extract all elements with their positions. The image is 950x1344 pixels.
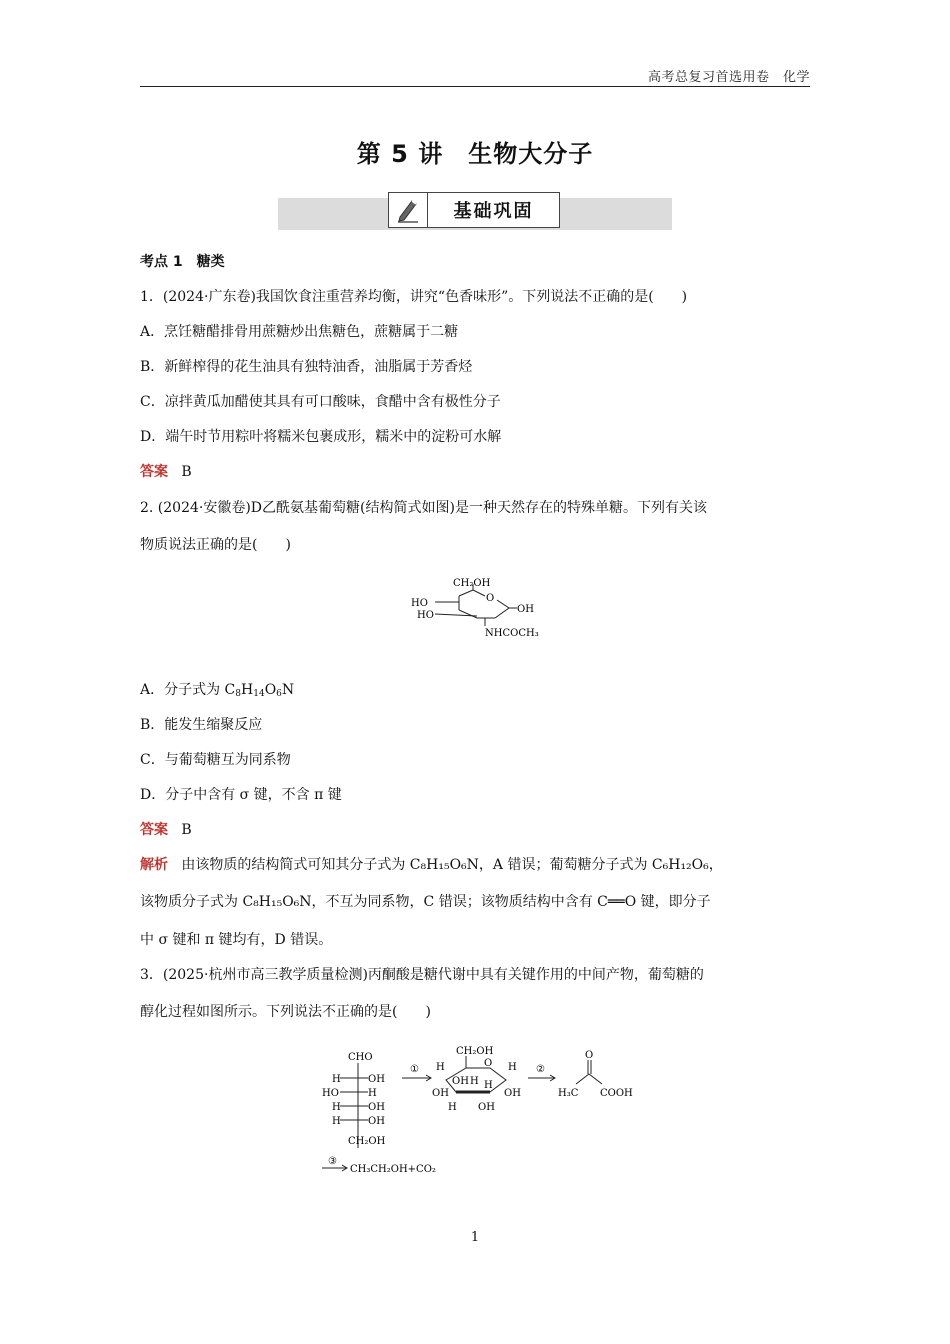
haworth-oh-4: OH [478, 1102, 495, 1113]
haworth-h-4: H [470, 1076, 479, 1087]
haworth-h-5: H [448, 1102, 457, 1113]
q1-option-a: A．烹饪糖醋排骨用蔗糖炒出焦糖色，蔗糖属于二糖 [140, 324, 459, 340]
ring-oxygen-label: O [486, 593, 495, 604]
fischer-oh-3: OH [368, 1102, 385, 1113]
step1-label: ① [410, 1064, 419, 1075]
page-number: 1 [470, 1230, 480, 1245]
pyruvate-cooh: COOH [600, 1088, 633, 1099]
answer-value: B [181, 822, 192, 838]
analysis-label: 解析 [140, 857, 168, 873]
fischer-h-4: H [332, 1116, 341, 1127]
oh-label: OH [517, 604, 534, 615]
pyruvate-keto-oxygen: O [585, 1050, 594, 1061]
analysis-text: 由该物质的结构简式可知其分子式为 C₈H₁₅O₆N，A 错误；葡萄糖分子式为 C₆H₁₂O₆， [181, 857, 723, 873]
ho-label-1: HO [411, 598, 428, 609]
glcnac-structure [405, 572, 555, 644]
section-heading: 考点 1 糖类 [140, 254, 225, 270]
answer-label: 答案 [140, 464, 168, 480]
formula-n-symbol: N [281, 682, 295, 698]
fischer-ho-2: HO [322, 1088, 339, 1099]
fischer-cho: CHO [348, 1052, 373, 1063]
haworth-ch2oh: CH₂OH [456, 1046, 494, 1057]
pencil-icon [389, 193, 428, 227]
q2-analysis-line1 [140, 855, 723, 875]
ho-label-2: HO [417, 610, 434, 621]
haworth-oh-3: OH [504, 1088, 521, 1099]
formula-h-symbol: H [241, 682, 254, 698]
formula-o-count: 6 [276, 689, 282, 699]
fischer-h-3: H [332, 1102, 341, 1113]
ch2oh-label: CH₂OH [453, 578, 491, 589]
answer-label: 答案 [140, 822, 168, 838]
formula-h-count: 14 [253, 689, 265, 699]
glucose-pathway-scheme [318, 1040, 648, 1180]
fischer-oh-1: OH [368, 1074, 385, 1085]
formula-o-symbol: O [264, 682, 277, 698]
haworth-h-2: H [508, 1062, 517, 1073]
q2-analysis-line3: 中 σ 键和 π 键均有，D 错误。 [140, 932, 333, 948]
haworth-h-3: H [484, 1080, 493, 1091]
header-rule [140, 86, 810, 87]
haworth-ring-oxygen: O [484, 1058, 493, 1069]
q1-stem: 1．(2024·广东卷)我国饮食注重营养均衡，讲究“色香味形”。下列说法不正确的是( ) [140, 289, 688, 305]
q3-stem-line1: 3．(2025·杭州市高三教学质量检测)丙酮酸是糖代谢中具有关键作用的中间产物，葡萄糖的 [140, 967, 704, 983]
q2-analysis-line2: 该物质分子式为 C₈H₁₅O₆N，不互为同系物，C 错误；该物质结构中含有 C══O 键，即分子 [140, 894, 711, 910]
nhcoch3-label: NHCOCH₃ [485, 628, 539, 639]
section-banner [388, 192, 560, 228]
step3-products: CH₃CH₂OH+CO₂ [350, 1164, 436, 1175]
q2-stem-line1: 2. (2024·安徽卷)D乙酰氨基葡萄糖(结构简式如图)是一种天然存在的特殊单糖。下列有关该 [140, 500, 707, 516]
haworth-oh-2: OH [432, 1088, 449, 1099]
haworth-oh-1: OH [452, 1076, 469, 1087]
q3-stem-line2: 醇化过程如图所示。下列说法不正确的是( ) [140, 1004, 431, 1020]
fischer-h-2: H [368, 1088, 377, 1099]
q2-stem-line2: 物质说法正确的是( ) [140, 537, 291, 553]
fischer-h-1: H [332, 1074, 341, 1085]
q1-option-c: C．凉拌黄瓜加醋使其具有可口酸味，食醋中含有极性分子 [140, 394, 501, 410]
q1-option-d: D．端午时节用粽叶将糯米包裹成形，糯米中的淀粉可水解 [140, 429, 502, 445]
step2-label: ② [536, 1064, 545, 1075]
q1-answer [140, 462, 192, 482]
q2-option-d: D．分子中含有 σ 键，不含 π 键 [140, 787, 342, 803]
header-title: 高考总复习首选用卷 化学 [647, 70, 810, 85]
q2-option-a [140, 680, 294, 704]
banner-label: 基础巩固 [453, 201, 534, 222]
formula-c-count: 8 [235, 689, 242, 699]
q2-option-a-prefix: A．分子式为 C [140, 682, 236, 698]
pyruvate-h3c: H₃C [558, 1088, 579, 1099]
q1-option-b: B．新鲜榨得的花生油具有独特油香，油脂属于芳香烃 [140, 359, 473, 375]
q2-option-c: C．与葡萄糖互为同系物 [140, 752, 291, 768]
q2-option-b: B．能发生缩聚反应 [140, 717, 263, 733]
q2-answer [140, 820, 192, 840]
answer-value: B [181, 464, 192, 480]
fischer-oh-4: OH [368, 1116, 385, 1127]
page-title: 第 5 讲 生物大分子 [356, 140, 594, 168]
step3-label: ③ [328, 1156, 337, 1167]
haworth-h-1: H [436, 1062, 445, 1073]
fischer-ch2oh: CH₂OH [348, 1136, 386, 1147]
